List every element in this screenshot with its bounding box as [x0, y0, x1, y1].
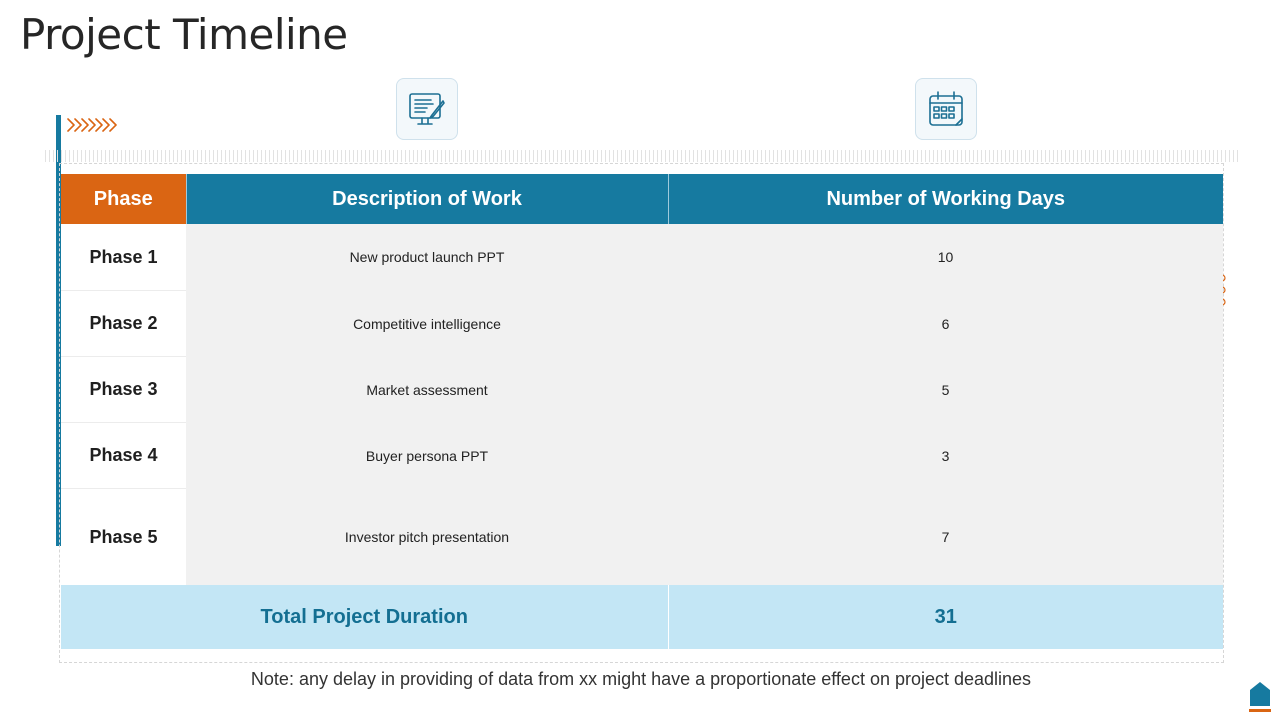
description-cell: Investor pitch presentation	[186, 489, 668, 586]
table-row	[61, 357, 1223, 423]
header-days: Number of Working Days	[668, 174, 1223, 224]
document-monitor-icon	[396, 78, 458, 140]
description-cell: Buyer persona PPT	[186, 423, 668, 489]
footnote: Note: any delay in providing of data from xx might have a proportionate effect on project deadlines	[250, 669, 1032, 689]
header-description: Description of Work	[186, 174, 668, 224]
header-phase: Phase	[61, 174, 186, 224]
phase-cell: Phase 4	[61, 423, 186, 489]
table-row	[61, 489, 1223, 586]
total-row	[61, 585, 1223, 649]
description-cell: Market assessment	[186, 357, 668, 423]
phase-cell: Phase 3	[61, 357, 186, 423]
calendar-icon	[915, 78, 977, 140]
timeline-table	[61, 174, 1223, 649]
total-label: Total Project Duration	[61, 585, 668, 649]
table-row	[61, 423, 1223, 489]
total-value: 31	[668, 585, 1223, 649]
table-row	[61, 224, 1223, 291]
table-header-row	[61, 174, 1223, 224]
days-cell: 6	[668, 291, 1223, 357]
days-cell: 5	[668, 357, 1223, 423]
description-cell: New product launch PPT	[186, 224, 668, 291]
days-cell: 3	[668, 423, 1223, 489]
table-row	[61, 291, 1223, 357]
page-title: Project Timeline	[20, 10, 348, 59]
phase-cell: Phase 5	[61, 489, 186, 586]
home-icon[interactable]	[1248, 680, 1272, 714]
hatched-divider	[45, 150, 1240, 162]
phase-cell: Phase 2	[61, 291, 186, 357]
description-cell: Competitive intelligence	[186, 291, 668, 357]
days-cell: 10	[668, 224, 1223, 291]
days-cell: 7	[668, 489, 1223, 586]
phase-cell: Phase 1	[61, 224, 186, 291]
chevron-arrows-icon	[66, 116, 122, 139]
